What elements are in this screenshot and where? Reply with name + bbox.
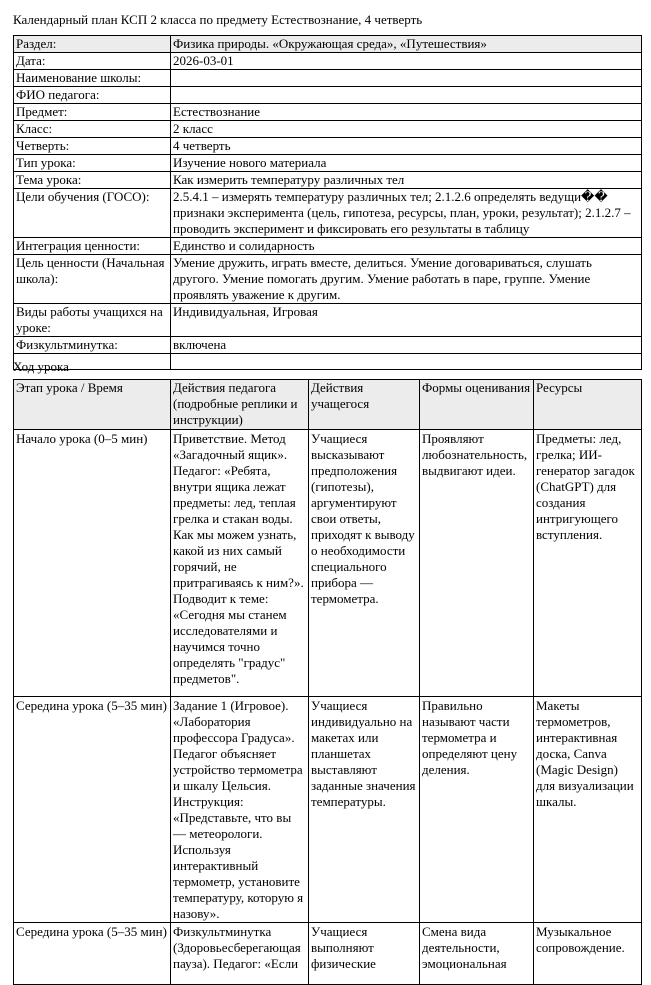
assessment-cell: Правильно называют части термометра и определяют цену деления. [420,697,534,923]
info-value: Как измерить температуру различных тел [171,172,642,189]
info-row-work-types [14,304,642,337]
stage-cell: Начало урока (0–5 мин) [14,430,171,697]
info-value [171,70,642,87]
info-value: 4 четверть [171,138,642,155]
lesson-flow-header-row [14,380,642,430]
lesson-info-table [13,35,642,370]
info-row-quarter [14,138,642,155]
info-value: Умение дружить, играть вместе, делиться. Умение договариваться, слушать другого. Умение помогать другим. Умение работать в паре, группе. Умение проявлять уважение к другим. [171,255,642,304]
info-label: Наименование школы: [14,70,171,87]
info-label: Четверть: [14,138,171,155]
teacher-actions-cell: Физкультминутка (Здоровьесберегающая пауза). Педагог: «Если [171,923,309,985]
info-row-topic [14,172,642,189]
info-value: Единство и солидарность [171,238,642,255]
info-label: Цель ценности (Начальная школа): [14,255,171,304]
teacher-actions-cell: Приветствие. Метод «Загадочный ящик». Педагог: «Ребята, внутри ящика лежат предметы: лед, теплая грелка и стакан воды. Как мы можем узнать, какой из них самый горячий, не притрагиваясь к ним?». Подводит к теме: «Сегодня мы станем исследователями и научимся точно определять "градус" предметов". [171,430,309,697]
info-label: Интеграция ценности: [14,238,171,255]
teacher-actions-cell: Задание 1 (Игровое). «Лаборатория профессора Градуса». Педагог объясняет устройство термометра и шкалу Цельсия. Инструкция: «Представьте, что вы — метеорологи. Используя интерактивный термометр, установите температуру, которую я назову». [171,697,309,923]
info-row-grade [14,121,642,138]
lesson-stage-row [14,923,642,985]
info-value: включена [171,337,642,354]
info-value: Изучение нового материала [171,155,642,172]
info-row-value-goal [14,255,642,304]
student-actions-cell: Учащиеся выполняют физические [309,923,420,985]
info-value: 2.5.4.1 – измерять температуру различных тел; 2.1.2.6 определять ведущи�� признаки эксперимента (цель, гипотеза, ресурсы, план, уроки, результат); 2.1.2.7 – проводить эксперимент и фиксировать его результаты в таблицу [171,189,642,238]
resources-cell: Музыкальное сопровождение. [534,923,642,985]
student-actions-cell: Учащиеся высказывают предположения (гипотезы), аргументируют свои ответы, приходят к выводу о необходимости специального прибора — термометра. [309,430,420,697]
info-row-lesson-type [14,155,642,172]
lesson-stage-row [14,697,642,923]
document-title: Календарный план КСП 2 класса по предмету Естествознание, 4 четверть [13,12,423,27]
info-value: 2 класс [171,121,642,138]
lesson-stage-row [14,430,642,697]
info-row-school [14,70,642,87]
stage-cell: Середина урока (5–35 мин) [14,923,171,985]
info-value: 2026-03-01 [171,53,642,70]
column-header: Действия учащегося [309,380,420,430]
assessment-cell: Проявляют любознательность, выдвигают идеи. [420,430,534,697]
info-row-teacher [14,87,642,104]
lesson-flow-heading: Ход урока [13,359,69,374]
resources-cell: Предметы: лед, грелка; ИИ-генератор загадок (ChatGPT) для создания интригующего вступления. [534,430,642,697]
info-label: Физкультминутка: [14,337,171,354]
info-label: Дата: [14,53,171,70]
info-value [171,87,642,104]
info-label: Виды работы учащихся на уроке: [14,304,171,337]
info-value: Естествознание [171,104,642,121]
column-header: Формы оценивания [420,380,534,430]
assessment-cell: Смена вида деятельности, эмоциональная [420,923,534,985]
stage-cell: Середина урока (5–35 мин) [14,697,171,923]
resources-cell: Макеты термометров, интерактивная доска, Canva (Magic Design) для визуализации шкалы. [534,697,642,923]
info-row-warmup [14,337,642,354]
info-row-subject [14,104,642,121]
info-label: Цели обучения (ГОСО): [14,189,171,238]
column-header: Этап урока / Время [14,380,171,430]
info-value: Физика природы. «Окружающая среда», «Путешествия» [171,36,642,53]
info-row-value-integration [14,238,642,255]
info-label: Предмет: [14,104,171,121]
lesson-flow-table [13,379,642,985]
column-header: Действия педагога (подробные реплики и инструкции) [171,380,309,430]
info-row-date [14,53,642,70]
info-label: Тип урока: [14,155,171,172]
student-actions-cell: Учащиеся индивидуально на макетах или планшетах выставляют заданные значения температуры. [309,697,420,923]
info-row-blank [14,354,642,370]
info-label: ФИО педагога: [14,87,171,104]
info-label: Класс: [14,121,171,138]
column-header: Ресурсы [534,380,642,430]
info-row-goals [14,189,642,238]
info-label: Тема урока: [14,172,171,189]
blank-cell [171,354,642,370]
info-value: Индивидуальная, Игровая [171,304,642,337]
info-label: Раздел: [14,36,171,53]
info-row-section [14,36,642,53]
